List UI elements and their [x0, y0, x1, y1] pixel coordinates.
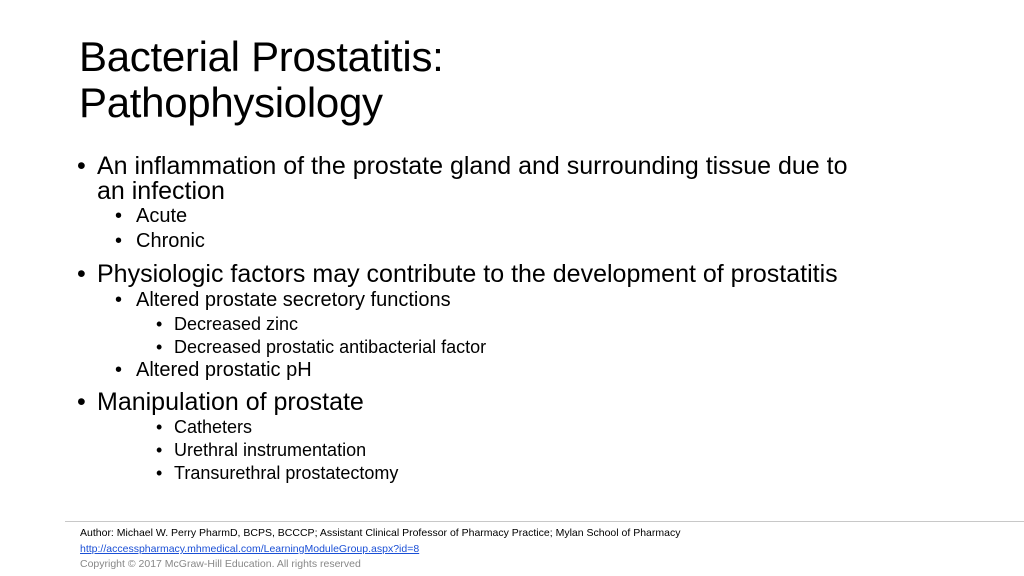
footer-link[interactable]: http://accesspharmacy.mhmedical.com/LearningModuleGroup.aspx?id=8 [80, 543, 420, 555]
sub-bullet-chronic: • Chronic [136, 230, 205, 252]
sub-bullet-acute: • Acute [136, 205, 187, 227]
sub-sub-bullet-urethral-instrumentation: • Urethral instrumentation [174, 440, 366, 460]
bullet-physiologic-factors: • Physiologic factors may contribute to the development of prostatitis [97, 262, 838, 287]
sub-sub-bullet-prostatectomy: • Transurethral prostatectomy [174, 463, 398, 483]
bullet-inflammation-line1: • An inflammation of the prostate gland and surrounding tissue due to [97, 152, 848, 180]
footer-author: Author: Michael W. Perry PharmD, BCPS, BCCCP; Assistant Clinical Professor of Pharmacy Practice; Mylan School of Pharmacy [80, 527, 681, 539]
bullet-inflammation-line2: an infection [97, 177, 225, 205]
sub-bullet-prostatic-ph: • Altered prostatic pH [136, 359, 312, 381]
sub-sub-bullet-catheters: • Catheters [174, 417, 252, 437]
bullet-manipulation: • Manipulation of prostate [97, 390, 364, 415]
sub-sub-bullet-decreased-zinc: • Decreased zinc [174, 314, 298, 334]
sub-bullet-secretory-functions: • Altered prostate secretory functions [136, 289, 451, 311]
slide-title [79, 34, 959, 126]
footer-divider [65, 521, 1024, 522]
slide-title-line2: Pathophysiology [79, 79, 383, 126]
sub-sub-bullet-antibacterial-factor: • Decreased prostatic antibacterial factor [174, 337, 486, 357]
footer-copyright: Copyright © 2017 McGraw-Hill Education. All rights reserved [80, 558, 361, 570]
bullet-inflammation [97, 154, 847, 204]
slide-title-line1: Bacterial Prostatitis: [79, 33, 444, 80]
